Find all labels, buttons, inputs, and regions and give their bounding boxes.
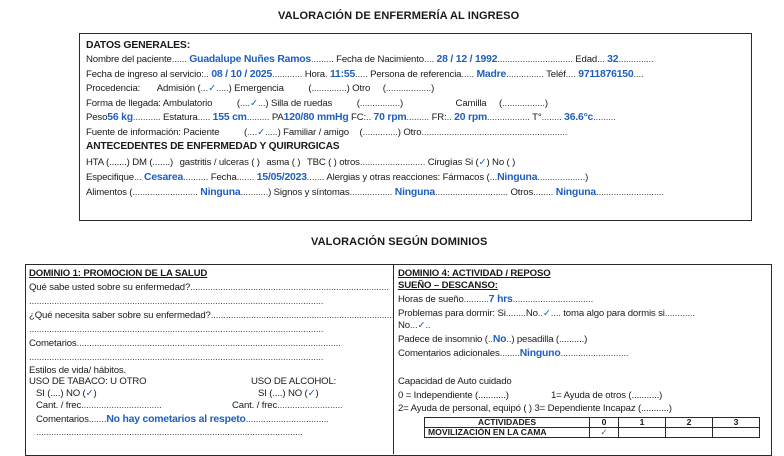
lifestyle-comment-value[interactable]: No hay cometarios al respeto [106,414,246,425]
tobacco-yes-no: SI (....) NO (✓) [36,388,97,399]
weight-label: Peso [86,112,108,123]
tobacco-label: USO DE TABACO: U OTRO [29,376,147,387]
hour-label: Hora [304,69,325,80]
surgery-label: Cirugías Si ( [427,157,479,168]
bp-label: PA [271,112,284,123]
source-label: Fuente de información: [86,127,181,138]
lifestyle-label: Estilos de vida/ hábitos. [29,365,127,376]
origin-label: Procedencia: [86,83,141,94]
self-care-label: Capacidad de Auto cuidado [398,376,512,387]
surgery-date-label: Fecha [210,172,237,183]
height-value[interactable]: 155 cm [212,112,247,123]
tobacco-checkmark[interactable]: ✓ [85,388,94,399]
reference-label: Persona de referencia [370,69,462,80]
hr-label: FC: [350,112,366,123]
rr-value[interactable]: 20 rpm [454,112,488,123]
history-line-3: Alimentos (.......................... Ninguna...........) Signos y síntomas................. Ninguna............................. Otros........ Ninguna........................... [86,187,664,198]
sleep-hours-line: Horas de sueño..........7 hrs................................ [398,294,594,305]
activities-table [424,417,760,438]
table-cell[interactable] [666,428,713,438]
domain4-heading: DOMINIO 4: ACTIVIDAD / REPOSO [398,268,551,279]
patient-option: Paciente [183,127,220,138]
history-line-1: HTA (.......) DM (.......) gastritis / ulceras ( ) asma ( ) TBC ( ) otros.......................... Cirugías Si (✓) No ( ) [86,157,516,168]
ambulatory-checkmark[interactable]: ✓ [249,98,258,109]
sleep-problems-checkmark[interactable]: ✓ [542,308,551,319]
age-value[interactable]: 32 [607,54,619,65]
table-cell[interactable] [713,428,760,438]
table-header-cell: 1 [619,418,666,428]
domain1-q1-line[interactable]: ..................................................................................................................... [29,296,324,307]
bp-value[interactable]: 120/80 mmHg [283,112,349,123]
alcohol-freq: Cant. / frec.......................... [232,400,343,411]
domain1-heading: DOMINIO 1: PROMOCION DE LA SALUD [29,268,208,279]
sleep-problems-line: Problemas para dormir: Si........No..✓.... toma algo para dormis si............ [398,308,695,319]
scale-independent: 0 = Independiente (...........) [398,390,509,401]
admission-line: Fecha de ingreso al servicio:.. 08 / 10 / 2025............ Hora. 11:55..... Persona de referencia..... Madre............... Teléf.... 9711876150.... [86,69,644,80]
specify-value[interactable]: Cesarea [144,172,184,183]
surgery-checkmark[interactable]: ✓ [478,157,487,168]
stretcher-option: Camilla [455,98,487,109]
family-option: Familiar / amigo [283,127,349,138]
domain4-comments: Comentarios adicionales........Ninguno........................... [398,348,629,359]
specify-label: Especifique [86,172,134,183]
source-line: Fuente de información: Paciente (....✓.....) Familiar / amigo (..............) Otro.......................................................... [86,127,568,138]
others-option: otros [339,157,360,168]
arrival-label: Forma de llegada: [86,98,161,109]
scale-help-others: 1= Ayuda de otros (...........) [551,390,663,401]
hta-option: HTA (.......) [86,157,130,168]
sleep-hours-value[interactable]: 7 hrs [488,294,513,305]
table-header-cell: 0 [590,418,619,428]
gastritis-option: gastritis / ulceras ( ) [179,157,260,168]
domain1-comments-line[interactable]: ..................................................................................................................... [29,352,324,363]
reference-value[interactable]: Madre [476,69,507,80]
drug-allergies[interactable]: Ninguna [497,172,538,183]
admission-date-label: Fecha de ingreso al servicio: [86,69,204,80]
wheelchair-option: Silla de ruedas [270,98,333,109]
table-cell[interactable] [619,428,666,438]
other-source-option: Otro [403,127,422,138]
domain1-q2-line[interactable]: ..................................................................................................................... [29,324,324,335]
phone-label: Teléf [546,69,566,80]
weight-value[interactable]: 56 kg [107,112,133,123]
table-header-cell: ACTIVIDADES [425,418,590,428]
domain1-lifestyle-comments: Comentarios.......No hay cometarios al respeto................................. [36,414,329,425]
admission-checkmark[interactable]: ✓ [208,83,216,94]
tbc-option: TBC ( ) [306,157,337,168]
symptoms-value[interactable]: Ninguna [394,187,435,198]
sleep-aid-no: No...✓.. [398,320,431,331]
history-line-2: Especifique... Cesarea.......... Fecha....... 15/05/2023....... Alergias y otras reacciones: Fármacos (...Ninguna...................) [86,172,589,183]
birthdate-label: Fecha de Nacimiento [336,54,424,65]
table-row [425,428,760,438]
temp-value[interactable]: 36.6°c [564,112,594,123]
alcohol-checkmark[interactable]: ✓ [307,388,316,399]
table-header-cell: 3 [713,418,760,428]
vitals-line: Peso56 kg........... Estatura..... 155 cm......... PA120/80 mmHg FC:.. 70 rpm......... FR:.. 20 rpm................. T°........ 36.6°c......... [86,112,616,123]
rr-label: FR: [431,112,447,123]
domain1-comments: Cometarios......................................................................................................... [29,338,341,349]
domain1-last-line[interactable]: .......................................................................................................... [36,427,303,438]
scale-help-staff: 2= Ayuda de personal, equipó ( ) 3= Dependiente Incapaz (...........) [398,403,672,414]
asthma-option: asma ( ) [266,157,301,168]
general-heading: DATOS GENERALES: [86,40,191,51]
temp-label: T° [532,112,542,123]
activity-bed-mobility: MOVILIZACIÓN EN LA CAMA [425,428,590,438]
admission-date[interactable]: 08 / 10 / 2025 [211,69,273,80]
symptoms-label: ) Signos y síntomas [268,187,350,198]
dm-option: DM (.......) [132,157,174,168]
tobacco-freq: Cant. / frec................................ [36,400,162,411]
other-origin-option: Otro [352,83,371,94]
name-label: Nombre del paciente [86,54,172,65]
domains-divider [393,264,394,454]
surgery-date[interactable]: 15/05/2023 [256,172,307,183]
others-label: Otros [510,187,534,198]
sleep-heading: SUEÑO – DESCANSO: [398,280,498,291]
table-header-cell: 2 [666,418,713,428]
patient-checkmark[interactable]: ✓ [257,127,265,138]
history-heading: ANTECEDENTES DE ENFERMEDAD Y QUIRURGICAS [86,141,340,152]
domain1-q2: ¿Qué necesita saber sobre su enfermedad?......................................................................... [29,310,395,321]
bed-mobility-checkmark[interactable]: ✓ [590,428,619,438]
food-label: Alimentos ( [86,187,133,198]
phone-value[interactable]: 9711876150 [578,69,634,80]
admission-option: Admisión ( [156,83,201,94]
domain1-q1: Qué sabe usted sobre su enfermedad?............................................................................... [29,282,389,293]
hour-value[interactable]: 11:55 [330,69,356,80]
hr-value[interactable]: 70 rpm [373,112,407,123]
food-allergies[interactable]: Ninguna [200,187,241,198]
surgery-no: ) No ( ) [486,157,516,168]
birthdate-value[interactable]: 28 / 12 / 1992 [436,54,498,65]
patient-line: Nombre del paciente...... Guadalupe Nuñes Ramos......... Fecha de Nacimiento.... 28 / 12 / 1992.............................. Edad... 32.............. [86,54,654,65]
allergies-label: Alergias y otras reacciones: Fármacos ( [326,172,490,183]
height-label: Estatura [163,112,198,123]
emergency-option: Emergencia [234,83,284,94]
alcohol-yes-no: SI (....) NO (✓) [258,388,319,399]
origin-line: Procedencia: Admisión (...✓.....) Emergencia (..............) Otro (..................) [86,83,435,94]
insomnia-line: Padece de insomnio (..No..) pesadilla (..........) [398,334,588,345]
others-value[interactable]: Ninguna [555,187,596,198]
alcohol-label: USO DE ALCOHOL: [251,376,337,387]
insomnia-value[interactable]: No [492,334,507,345]
patient-name[interactable]: Guadalupe Nuñes Ramos [189,54,311,65]
ambulatory-option: Ambulatorio [162,98,213,109]
arrival-line: Forma de llegada: Ambulatorio (....✓...) Silla de ruedas (................) Camilla (.................) [86,98,548,109]
domains-title: VALORACIÓN SEGÚN DOMINIOS [311,236,488,248]
form-title: VALORACIÓN DE ENFERMERÍA AL INGRESO [278,10,520,22]
age-label: Edad [575,54,598,65]
sleep-aid-checkmark[interactable]: ✓ [417,320,426,331]
domain4-comment-value[interactable]: Ninguno [519,348,561,359]
table-header-row [425,418,760,428]
